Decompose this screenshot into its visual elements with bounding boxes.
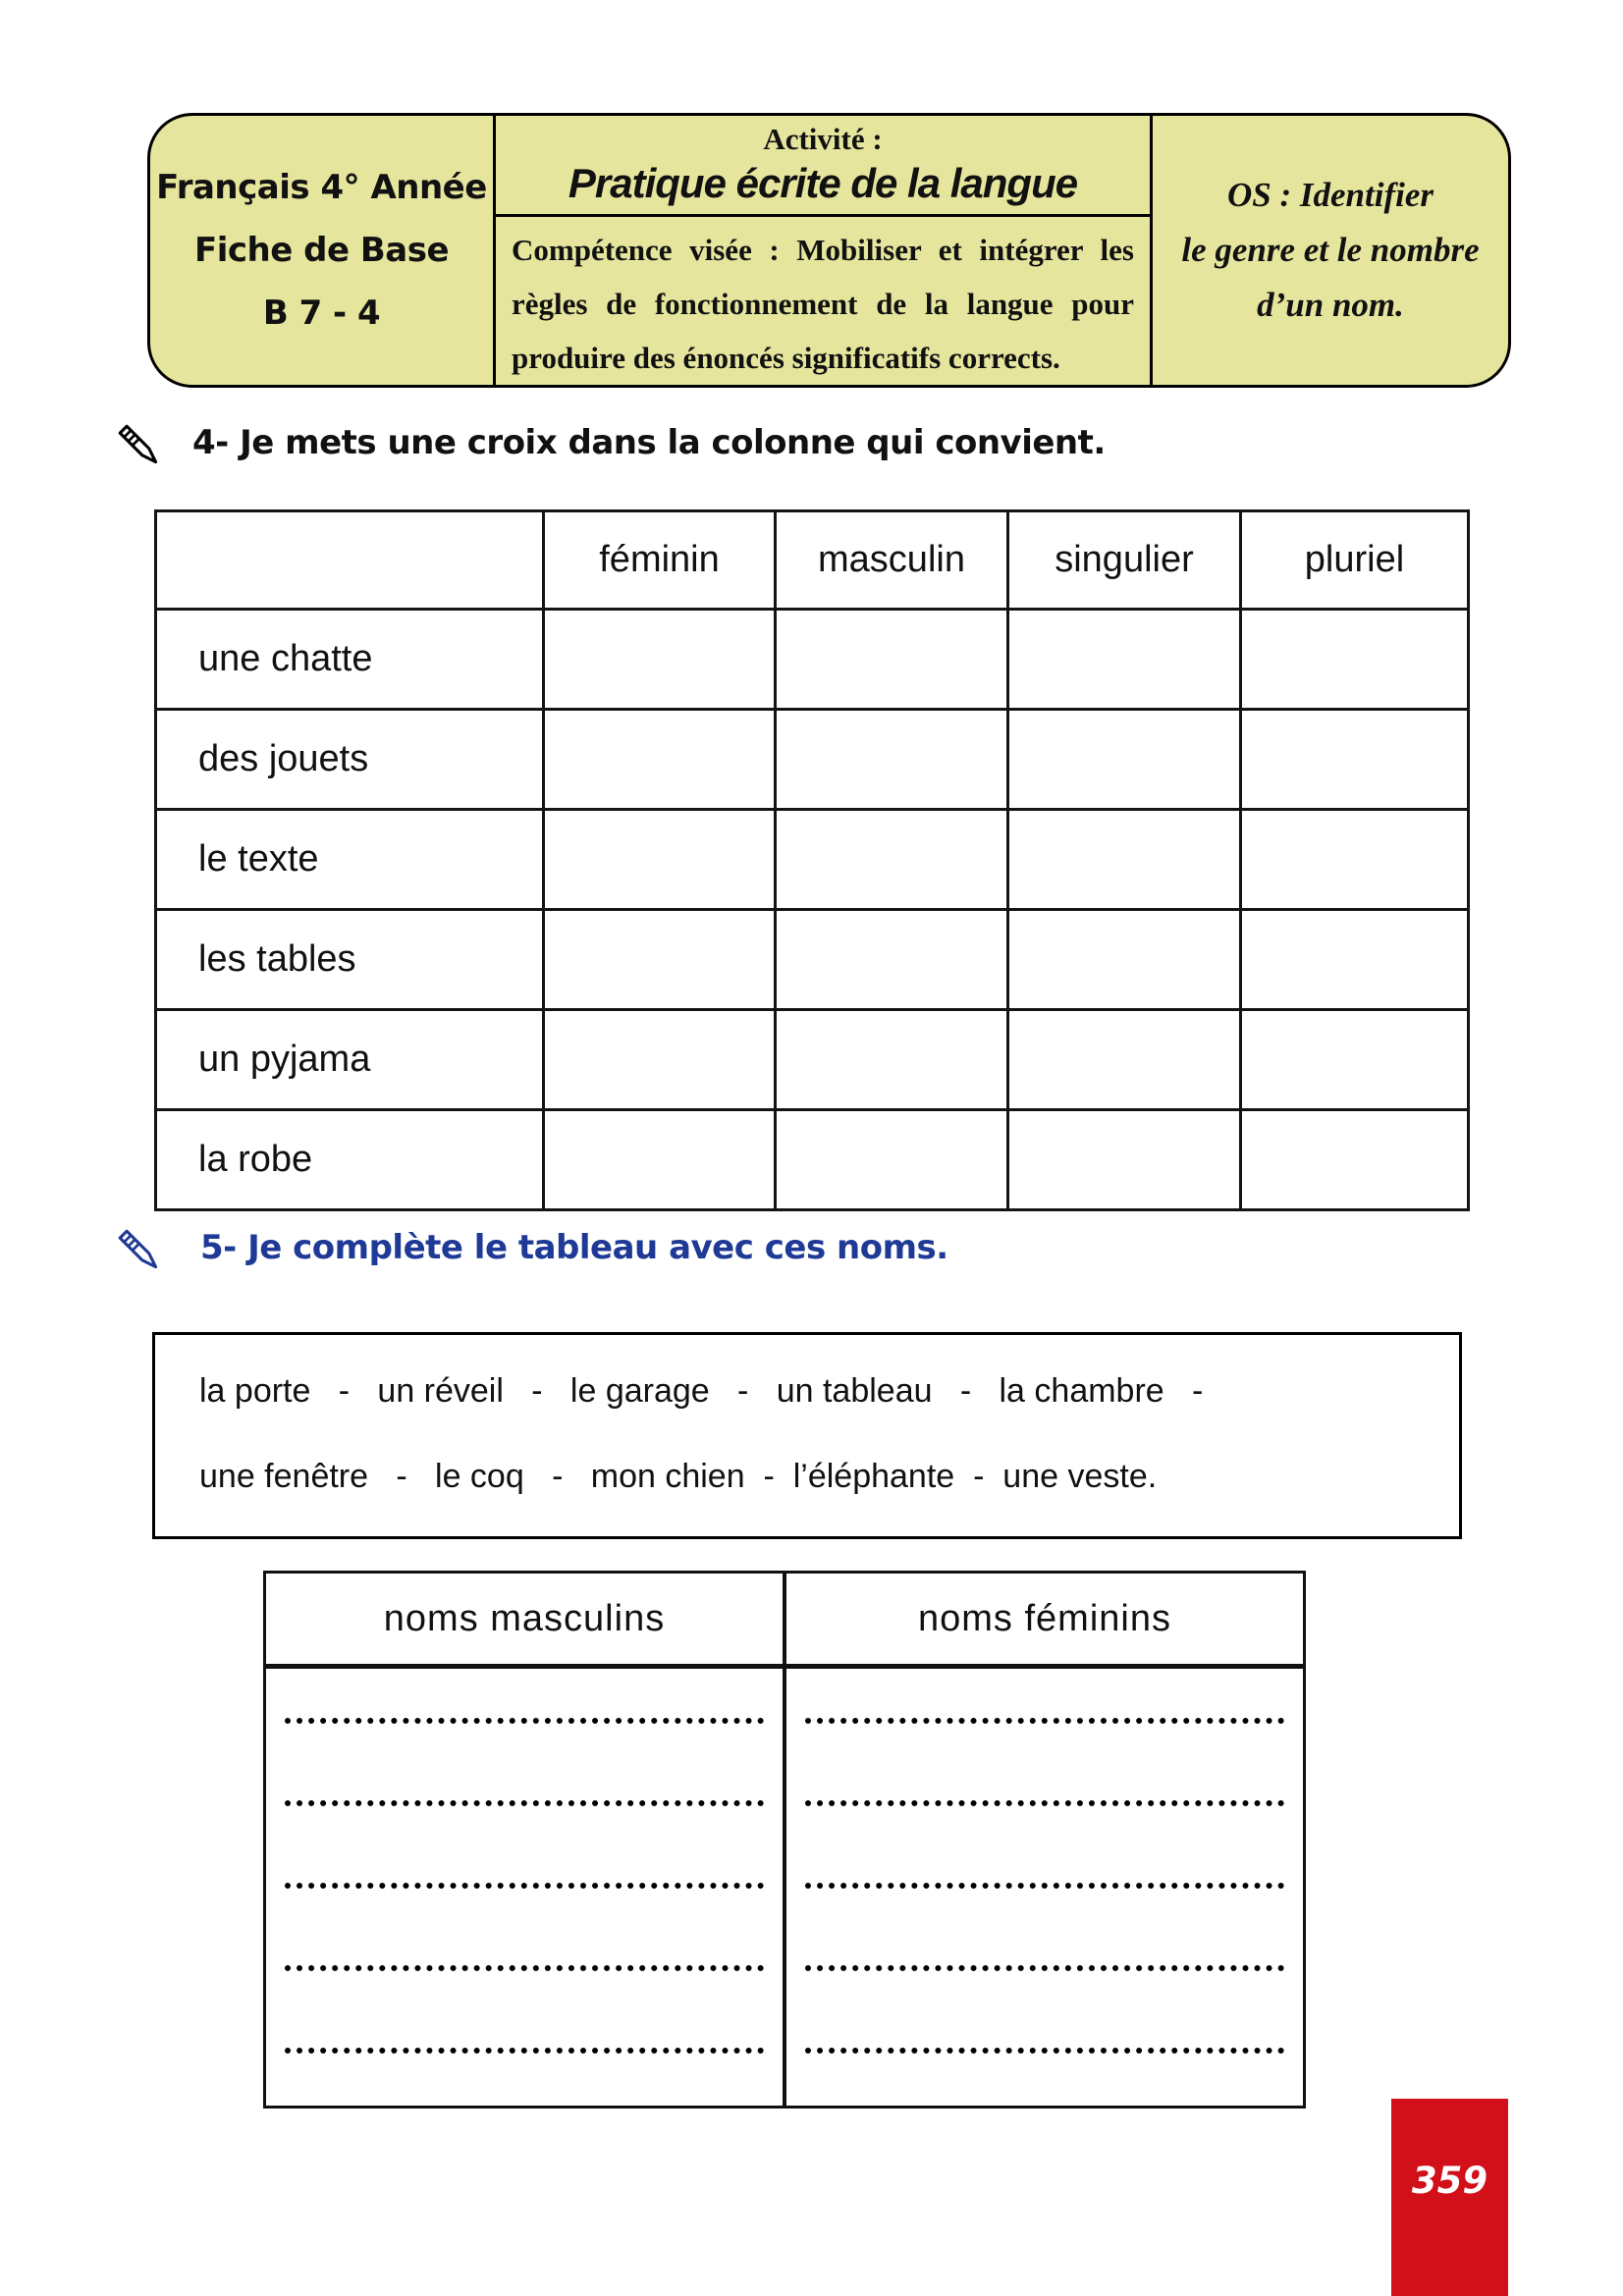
row-label: la robe [156,1110,544,1210]
page-number: 359 [1411,2160,1488,2202]
row-label: le texte [156,810,544,910]
competence-line: produire des énoncés significatifs corrects. [512,341,1060,375]
exercise4-title: 4- Je mets une croix dans la colonne qui convient. [192,423,1106,462]
page-number-badge [1391,2099,1508,2296]
row-label: un pyjama [156,1010,544,1110]
table-row [156,710,1469,810]
corner-cell [156,511,544,610]
sheet-type: Fiche de Base [193,231,450,270]
objective-line: OS : Identifier [1227,176,1434,214]
answer-blank-line [285,1889,764,1971]
answer-cell [776,1010,1008,1110]
word-bank-line: la porte - un réveil - le garage - un tableau - la chambre - [199,1372,1204,1410]
answer-cell [544,1110,776,1210]
answer-cell [776,610,1008,710]
objective-line: d’un nom. [1257,286,1404,324]
answer-cell [776,810,1008,910]
word-bank-line: une fenêtre - le coq - mon chien - l’éléphante - une veste. [199,1458,1158,1495]
activity-label: Activité : [763,122,883,156]
answer-blank-line [805,1669,1284,1724]
pencil-icon [116,422,161,467]
header-left-cell [150,116,496,385]
answer-cell [776,710,1008,810]
answer-cell [544,610,776,710]
sheet-code: B 7 - 4 [262,294,381,333]
answer-blank-line [805,1806,1284,1889]
answer-cell [1241,1010,1469,1110]
answer-cell [544,910,776,1010]
gender-number-table [154,509,1470,1211]
column-header-masculins: noms masculins [266,1574,783,1669]
activity-title: Pratique écrite de la langue [568,160,1078,206]
answer-cell [1008,1110,1241,1210]
subject-grade: Français 4° Année [156,168,487,207]
competence-line: règles de fonctionnement de la langue pour [512,287,1134,321]
answer-cell [776,1110,1008,1210]
answer-cell [1241,810,1469,910]
answer-blank-line [805,1724,1284,1806]
table-row [156,610,1469,710]
table-row [156,1010,1469,1110]
table-row [156,1110,1469,1210]
answer-cell [544,1010,776,1110]
answer-cell [544,710,776,810]
exercise5-heading [116,1225,948,1272]
answer-blank-line [285,1971,764,2054]
column-header-feminin: féminin [544,511,776,610]
answer-cell [1008,710,1241,810]
row-label: les tables [156,910,544,1010]
answer-cell [1008,910,1241,1010]
column-header-singulier: singulier [1008,511,1241,610]
objective-line: le genre et le nombre [1181,231,1480,269]
exercise4-heading [116,420,1106,467]
row-label: des jouets [156,710,544,810]
table-row [156,910,1469,1010]
answer-blank-line [805,1971,1284,2054]
answer-blank-line [285,1669,764,1724]
column-header-masculin: masculin [776,511,1008,610]
column-header-pluriel: pluriel [1241,511,1469,610]
answer-cell [1241,610,1469,710]
header-box [147,113,1511,388]
competence-section [496,217,1150,385]
competence-line: Compétence visée : Mobiliser et intégrer les [512,233,1134,267]
answer-cell [1008,610,1241,710]
answer-cell [1008,810,1241,910]
answer-cell [1241,1110,1469,1210]
answer-blank-line [285,1724,764,1806]
answer-cell [1008,1010,1241,1110]
row-label: une chatte [156,610,544,710]
table-row [156,810,1469,910]
answer-cell [1241,910,1469,1010]
table-header-row [156,511,1469,610]
feminine-column [786,1574,1303,2106]
pencil-icon [116,1227,161,1272]
answer-cell [776,910,1008,1010]
exercise5-title: 5- Je complète le tableau avec ces noms. [200,1228,948,1267]
answer-cell [544,810,776,910]
header-middle-cell [496,116,1153,385]
word-bank-box [152,1332,1462,1539]
noun-sorting-table [263,1571,1306,2109]
masculine-column [266,1574,786,2106]
column-header-feminins: noms féminins [786,1574,1303,1669]
activity-section [496,116,1150,217]
answer-blank-line [285,1806,764,1889]
answer-cell [1241,710,1469,810]
answer-blank-line [805,1889,1284,1971]
header-right-cell [1153,116,1508,385]
